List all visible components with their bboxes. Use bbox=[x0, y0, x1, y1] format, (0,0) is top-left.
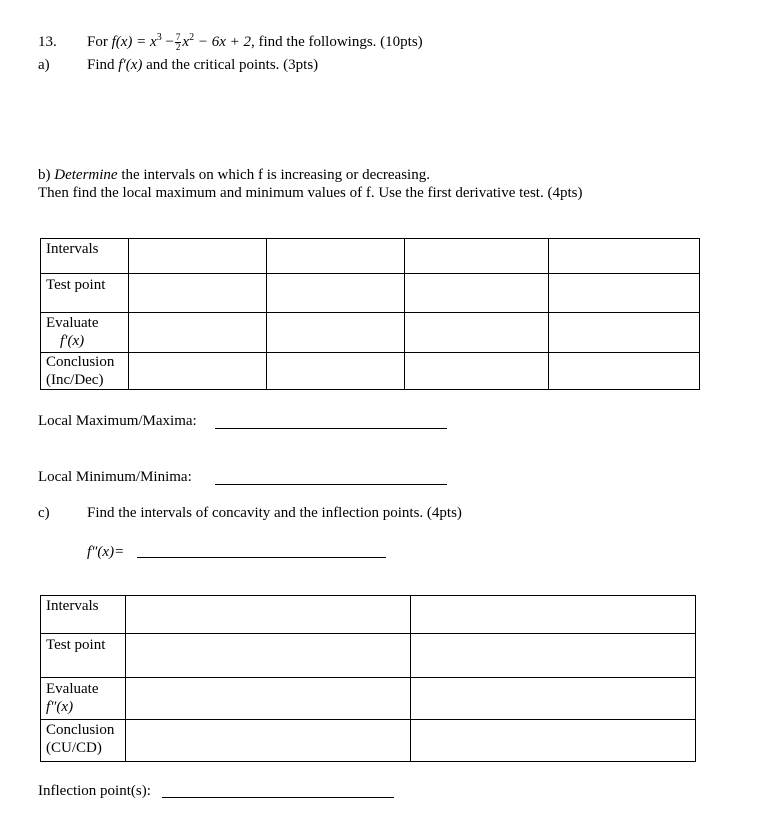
c-row-header-evaluate bbox=[41, 678, 126, 720]
second-derivative-answer-line[interactable] bbox=[137, 545, 386, 558]
row-header-evaluate bbox=[41, 313, 129, 353]
c-table-row-evaluate bbox=[41, 678, 696, 720]
part-c-text: Find the intervals of concavity and the inflection points. (4pts) bbox=[87, 505, 462, 521]
c-evaluate-label: Evaluate bbox=[46, 681, 99, 697]
cell-concl-2[interactable] bbox=[267, 353, 405, 390]
inflection-label: Inflection point(s): bbox=[38, 783, 151, 799]
second-derivative-label: f″(x)= bbox=[87, 544, 125, 560]
part-c-label: c) bbox=[38, 505, 50, 521]
c-cell-interval-2[interactable] bbox=[411, 596, 696, 634]
row-header-conclusion bbox=[41, 353, 129, 390]
question-statement bbox=[87, 33, 423, 52]
c-conclusion-label: Conclusion bbox=[46, 722, 115, 738]
cell-eval-2[interactable] bbox=[267, 313, 405, 353]
c-table-row-intervals bbox=[41, 596, 696, 634]
x-term: x bbox=[182, 34, 190, 50]
local-min-answer-line[interactable] bbox=[215, 472, 447, 485]
table-row-intervals bbox=[41, 239, 700, 274]
question-intro: For bbox=[87, 34, 108, 50]
fraction-numerator: 7 bbox=[175, 32, 181, 43]
first-derivative-table bbox=[40, 238, 700, 390]
local-max-row bbox=[38, 412, 197, 430]
cell-concl-3[interactable] bbox=[405, 353, 549, 390]
c-cell-test-1[interactable] bbox=[126, 634, 411, 678]
local-max-label: Local Maximum/Maxima: bbox=[38, 413, 197, 429]
cell-eval-4[interactable] bbox=[549, 313, 700, 353]
square-exponent: 2 bbox=[189, 32, 195, 43]
c-row-header-intervals: Intervals bbox=[41, 596, 126, 634]
c-cell-eval-2[interactable] bbox=[411, 678, 696, 720]
part-a-derivative: f′(x) bbox=[118, 57, 143, 73]
evaluate-label: Evaluate bbox=[46, 315, 99, 331]
second-derivative-row bbox=[87, 543, 124, 561]
cell-test-4[interactable] bbox=[549, 274, 700, 313]
table-row-evaluate bbox=[41, 313, 700, 353]
cell-interval-4[interactable] bbox=[549, 239, 700, 274]
c-row-header-test-point: Test point bbox=[41, 634, 126, 678]
c-cell-concl-2[interactable] bbox=[411, 720, 696, 762]
cell-concl-1[interactable] bbox=[129, 353, 267, 390]
cell-interval-1[interactable] bbox=[129, 239, 267, 274]
inc-dec-label: (Inc/Dec) bbox=[46, 372, 104, 388]
seven-halves-fraction bbox=[175, 33, 182, 52]
cell-interval-2[interactable] bbox=[267, 239, 405, 274]
cell-test-1[interactable] bbox=[129, 274, 267, 313]
part-b-line1-rest: the intervals on which f is increasing or decreasing. bbox=[121, 167, 430, 183]
second-derivative-symbol: f″(x) bbox=[46, 699, 74, 715]
row-header-test-point: Test point bbox=[41, 274, 129, 313]
local-max-answer-line[interactable] bbox=[215, 416, 447, 429]
part-a-label: a) bbox=[38, 57, 50, 73]
second-derivative-table bbox=[40, 595, 696, 762]
fraction-denominator: 2 bbox=[175, 42, 181, 53]
part-a-post: and the critical points. (3pts) bbox=[146, 57, 319, 73]
part-b-line2: Then find the local maximum and minimum values of f. Use the first derivative test. (4pts) bbox=[38, 185, 583, 201]
inflection-row bbox=[38, 782, 151, 800]
cell-test-2[interactable] bbox=[267, 274, 405, 313]
cell-eval-1[interactable] bbox=[129, 313, 267, 353]
function-rest: − 6x + 2 bbox=[197, 34, 251, 50]
cube-exponent: 3 bbox=[156, 32, 162, 43]
conclusion-label: Conclusion bbox=[46, 354, 115, 370]
local-min-label: Local Minimum/Minima: bbox=[38, 469, 192, 485]
c-table-row-test-point bbox=[41, 634, 696, 678]
cell-eval-3[interactable] bbox=[405, 313, 549, 353]
c-cell-interval-1[interactable] bbox=[126, 596, 411, 634]
c-cell-concl-1[interactable] bbox=[126, 720, 411, 762]
inflection-answer-line[interactable] bbox=[162, 785, 394, 798]
table-row-conclusion bbox=[41, 353, 700, 390]
function-lhs: f(x) = x bbox=[111, 34, 157, 50]
cell-concl-4[interactable] bbox=[549, 353, 700, 390]
minus-sign: − bbox=[165, 34, 174, 50]
c-cell-test-2[interactable] bbox=[411, 634, 696, 678]
part-b-verb: Determine bbox=[54, 167, 118, 183]
part-b-line1 bbox=[38, 166, 430, 184]
part-a-pre: Find bbox=[87, 57, 115, 73]
c-row-header-conclusion bbox=[41, 720, 126, 762]
row-header-intervals: Intervals bbox=[41, 239, 129, 274]
table-row-test-point bbox=[41, 274, 700, 313]
first-derivative-symbol: f′(x) bbox=[60, 333, 85, 349]
c-table-row-conclusion bbox=[41, 720, 696, 762]
part-b-label: b) bbox=[38, 167, 51, 183]
question-number: 13. bbox=[38, 34, 57, 50]
question-tail: , find the followings. (10pts) bbox=[251, 34, 423, 50]
cu-cd-label: (CU/CD) bbox=[46, 740, 102, 756]
local-min-row bbox=[38, 468, 192, 486]
cell-interval-3[interactable] bbox=[405, 239, 549, 274]
c-cell-eval-1[interactable] bbox=[126, 678, 411, 720]
part-a-text bbox=[87, 56, 318, 74]
cell-test-3[interactable] bbox=[405, 274, 549, 313]
